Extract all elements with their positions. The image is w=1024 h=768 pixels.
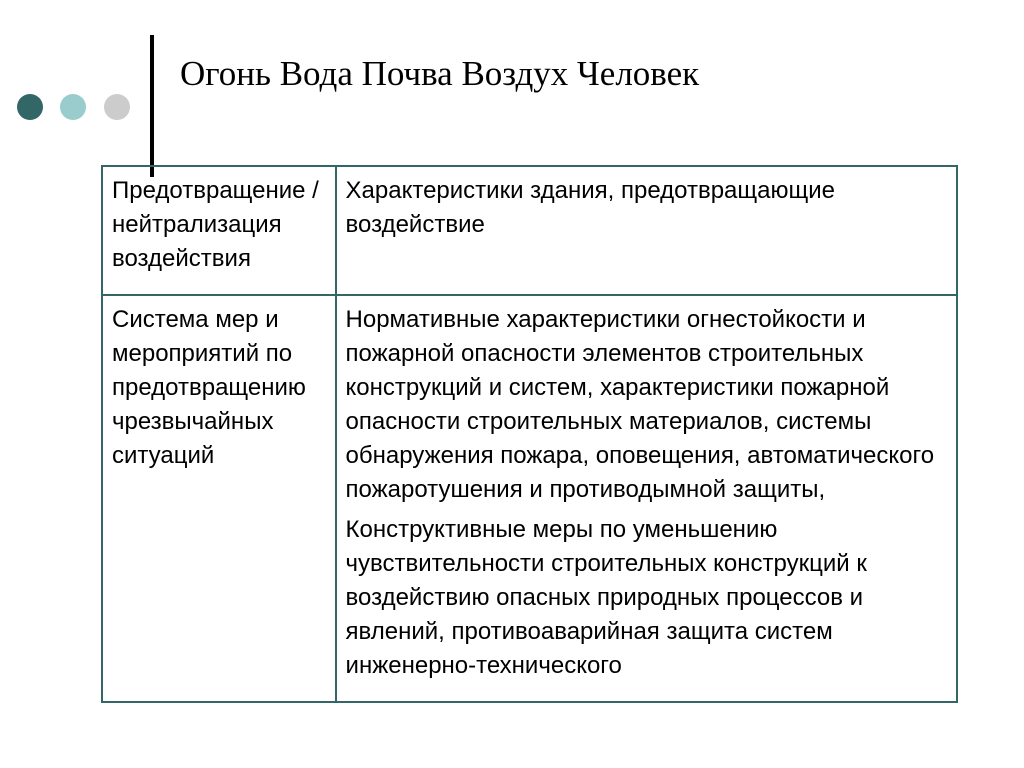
table-cell-right: [336, 166, 957, 295]
table-cell-left: [102, 295, 336, 702]
decor-dot-teal: [60, 94, 86, 120]
cell-text: Система мер и мероприятий по предотвращению чрезвычайных ситуаций: [112, 306, 306, 469]
title-divider-line: [150, 35, 154, 177]
slide-title: Огонь Вода Почва Воздух Человек: [180, 54, 700, 93]
table-row: [102, 295, 957, 702]
decor-dot-dark: [17, 94, 43, 120]
cell-text: Конструктивные меры по уменьшению чувствительности строительных конструкций к воздействию опасных природных процессов и явлений, противоаварийная защита систем инженерно-технического: [345, 516, 867, 679]
cell-text: Предотвращение /нейтрализация воздействия: [112, 177, 319, 272]
table-cell-right: [336, 295, 957, 702]
cell-text: Характеристики здания, предотвращающие воздействие: [345, 177, 835, 238]
decor-dot-gray: [104, 94, 130, 120]
cell-text: Нормативные характеристики огнестойкости и пожарной опасности элементов строительных конструкций и систем, характеристики пожарной опасности строительных материалов, системы обнаружения пожара, оповещения, автоматического пожаротушения и противодымной защиты,: [345, 306, 935, 503]
table-row: [102, 166, 957, 295]
table-cell-left: [102, 166, 336, 295]
content-table: [101, 165, 958, 703]
